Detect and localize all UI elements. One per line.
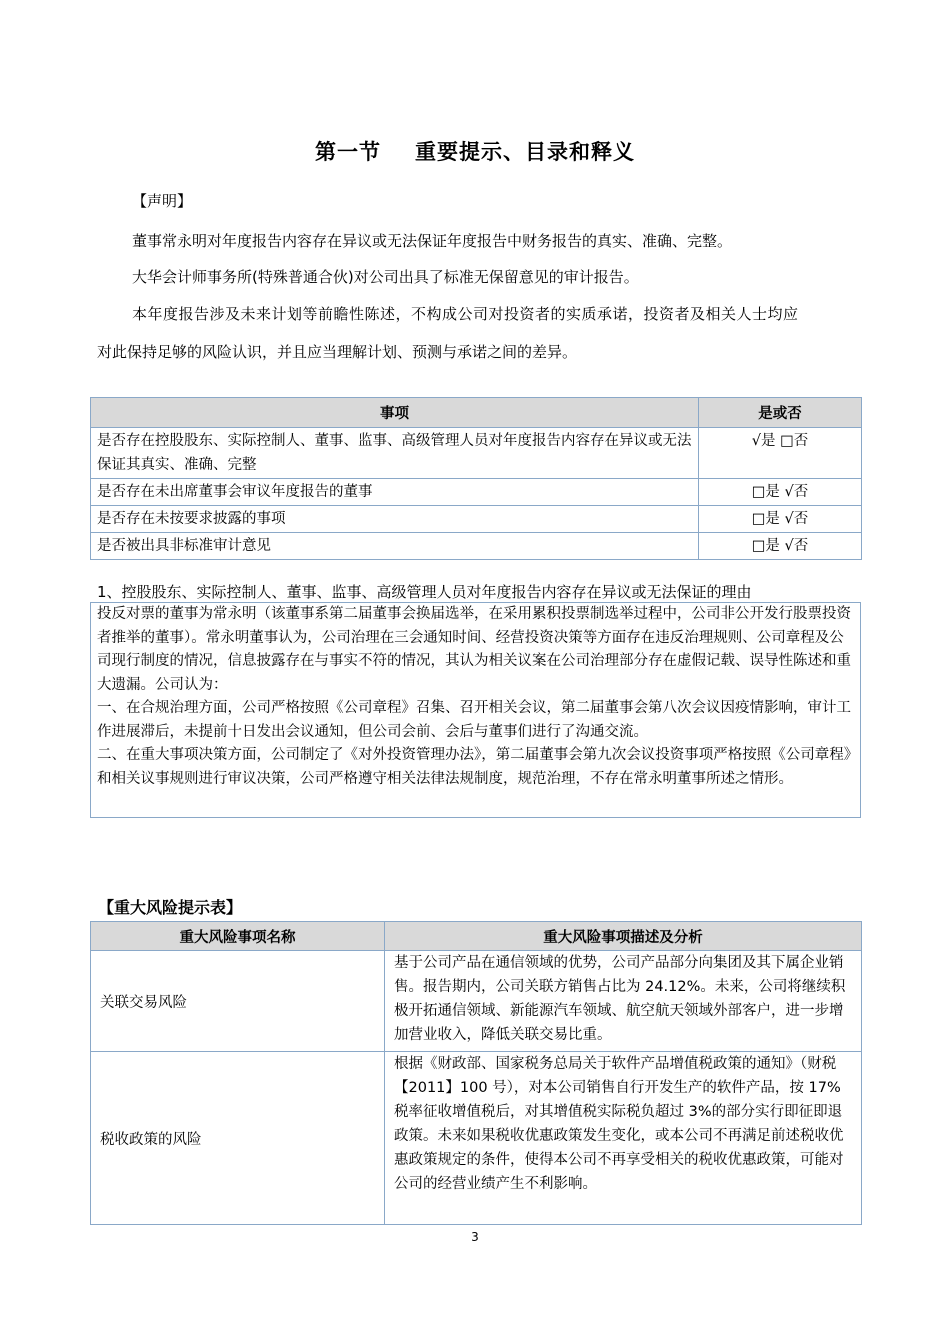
column-header-yes-no: 是或否 xyxy=(699,398,862,428)
reason-title: 1、控股股东、实际控制人、董事、监事、高级管理人员对年度报告内容存在异议或无法保证的理由 xyxy=(97,583,752,601)
table-row xyxy=(91,428,862,479)
table-row xyxy=(91,1052,862,1225)
reason-paragraph: 二、在重大事项决策方面，公司制定了《对外投资管理办法》，第二届董事会第九次会议投资事项严格按照《公司章程》和相关议事规则进行审议决策，公司严格遵守相关法律法规制度，规范治理，不存在常永明董事所述之情形。 xyxy=(97,747,851,787)
table-row xyxy=(91,533,862,560)
matter-cell: 是否存在控股股东、实际控制人、董事、监事、高级管理人员对年度报告内容存在异议或无法保证其真实、准确、完整 xyxy=(91,428,699,479)
risk-name-cell: 关联交易风险 xyxy=(91,951,385,1052)
section-title: 重要提示、目录和释义 xyxy=(415,140,635,164)
risk-description-cell: 根据《财政部、国家税务总局关于软件产品增值税政策的通知》（财税【2011】100 号），对本公司销售自行开发生产的软件产品，按 17%税率征收增值税后，对其增值税实际税负超过 3%的部分实行即征即退政策。未来如果税收优惠政策发生变化，或本公司不再满足前述税收优惠政策规定的条件，使得本公司不再享受相关的税收优惠政策，可能对公司的经营业绩产生不利影响。 xyxy=(385,1052,862,1225)
declaration-paragraph-3-line-2: 对此保持足够的风险认识，并且应当理解计划、预测与承诺之间的差异。 xyxy=(97,343,578,361)
table-row xyxy=(91,506,862,533)
matter-cell: 是否存在未按要求披露的事项 xyxy=(91,506,699,533)
matter-cell: 是否存在未出席董事会审议年度报告的董事 xyxy=(91,479,699,506)
table-header-row xyxy=(91,398,862,428)
risk-name-cell: 税收政策的风险 xyxy=(91,1052,385,1225)
risk-description-cell: 基于公司产品在通信领域的优势，公司产品部分向集团及其下属企业销售。报告期内，公司关联方销售占比为 24.12%。未来，公司将继续积极开拓通信领域、新能源汽车领域、航空航天领域外部客户，进一步增加营业收入，降低关联交易比重。 xyxy=(385,951,862,1052)
declaration-paragraph-3-line-1: 本年度报告涉及未来计划等前瞻性陈述，不构成公司对投资者的实质承诺，投资者及相关人士均应 xyxy=(132,305,799,323)
declaration-paragraph-2: 大华会计师事务所(特殊普通合伙)对公司出具了标准无保留意见的审计报告。 xyxy=(132,268,639,286)
answer-cell: □是 √否 xyxy=(699,506,862,533)
risk-table-title: 【重大风险提示表】 xyxy=(98,898,243,917)
section-number: 第一节 xyxy=(315,140,381,164)
reason-paragraph: 投反对票的董事为常永明（该董事系第二届董事会换届选举，在采用累积投票制选举过程中，公司非公开发行股票投资者推举的董事）。常永明董事认为，公司治理在三会通知时间、经营投资决策等方面存在违反治理规则、公司章程及公司现行制度的情况，信息披露存在与事实不符的情况，其认为相关议案在公司治理部分存在虚假记载、误导性陈述和重大遗漏。公司认为： xyxy=(97,606,851,693)
reason-box xyxy=(90,602,861,818)
matters-table xyxy=(90,397,862,560)
answer-cell: □是 √否 xyxy=(699,479,862,506)
matter-cell: 是否被出具非标准审计意见 xyxy=(91,533,699,560)
table-row xyxy=(91,479,862,506)
column-header-risk-name: 重大风险事项名称 xyxy=(91,922,385,951)
risk-table xyxy=(90,921,862,1225)
answer-cell: √是 □否 xyxy=(699,428,862,479)
declaration-paragraph-1: 董事常永明对年度报告内容存在异议或无法保证年度报告中财务报告的真实、准确、完整。 xyxy=(132,232,733,250)
declaration-label: 【声明】 xyxy=(132,192,193,210)
page-number: 3 xyxy=(471,1230,479,1244)
page-title xyxy=(0,136,950,166)
answer-cell: □是 √否 xyxy=(699,533,862,560)
table-header-row xyxy=(91,922,862,951)
table-row xyxy=(91,951,862,1052)
reason-paragraph: 一、在合规治理方面，公司严格按照《公司章程》召集、召开相关会议，第二届董事会第八次会议因疫情影响，审计工作进展滞后，未提前十日发出会议通知，但公司会前、会后与董事们进行了沟通交流。 xyxy=(97,700,851,740)
column-header-matter: 事项 xyxy=(91,398,699,428)
column-header-risk-description: 重大风险事项描述及分析 xyxy=(385,922,862,951)
